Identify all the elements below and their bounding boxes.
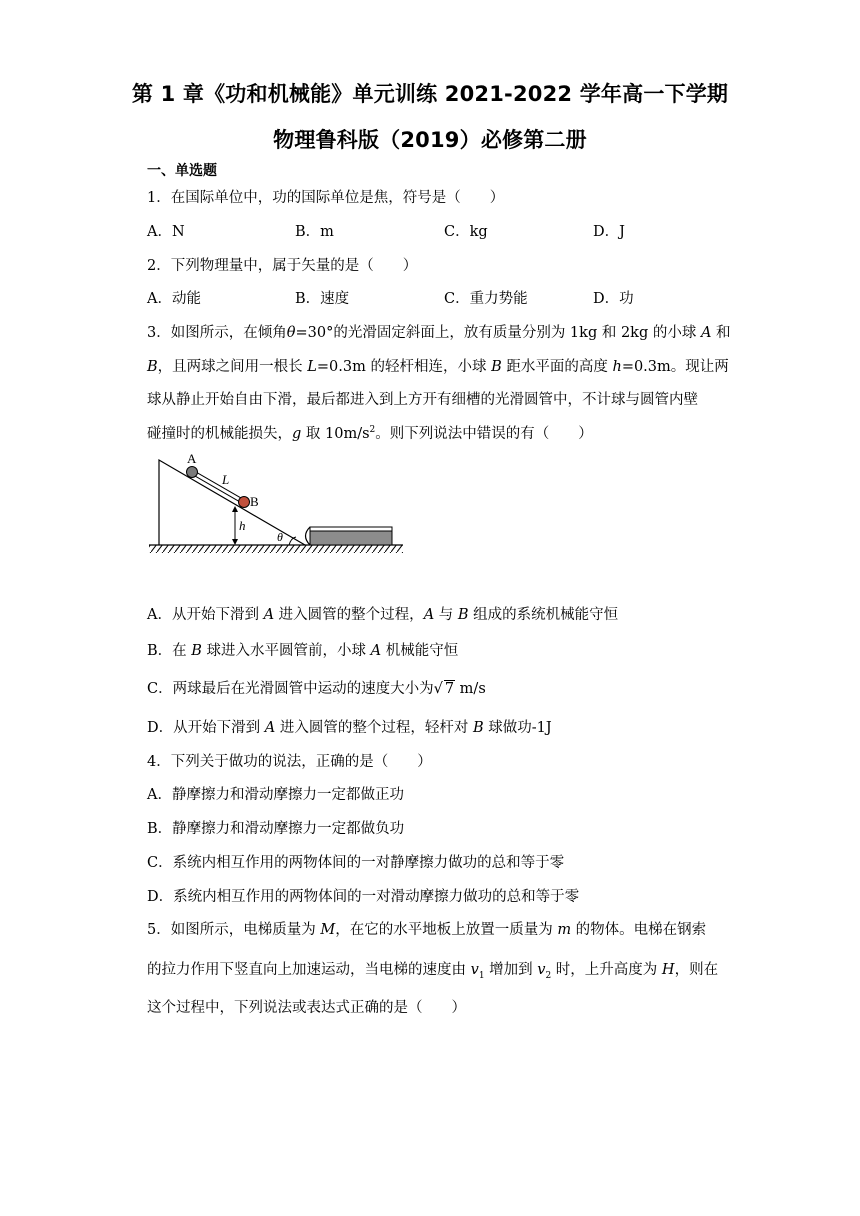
section-heading: 一、单选题	[147, 163, 217, 179]
q4-stem: 4．下列关于做功的说法，正确的是（ ）	[147, 754, 432, 770]
q3-stem-line2: B，且两球之间用一根长 L=0.3m 的轻杆相连，小球 B 距水平面的高度 h=0.3m。现让两	[147, 359, 729, 375]
height-arrow-top	[232, 506, 238, 512]
q1-stem: 1．在国际单位中，功的国际单位是焦，符号是（ ）	[147, 190, 505, 206]
tube-body	[310, 531, 392, 545]
incline-slope	[159, 460, 305, 545]
angle-arc	[289, 537, 296, 545]
q5-stem-line2: 的拉力作用下竖直向上加速运动，当电梯的速度由 $v_1$ 增加到 $v_2$ 时，上升高度为 H，则在	[147, 962, 719, 981]
q2-stem: 2．下列物理量中，属于矢量的是（ ）	[147, 258, 418, 274]
q4-option-b: B．静摩擦力和滑动摩擦力一定都做负功	[147, 821, 405, 837]
q4-option-d: D．系统内相互作用的两物体间的一对滑动摩擦力做功的总和等于零	[147, 889, 580, 905]
q1-option-a: A．N	[147, 224, 185, 240]
ball-b	[239, 497, 250, 508]
q3-stem-line4: 碰撞时的机械能损失，g 取 $10m/s^2$。则下列说法中错误的有（ ）	[147, 425, 593, 442]
rod-inner	[192, 472, 244, 502]
q2-option-d: D．功	[593, 291, 634, 307]
tube-mouth	[306, 527, 311, 545]
q1-option-d: D．J	[593, 224, 625, 240]
q5-stem-line3: 这个过程中，下列说法或表达式正确的是（ ）	[147, 1000, 466, 1016]
height-arrow-bottom	[232, 539, 238, 545]
label-theta: θ	[277, 530, 283, 544]
q3-stem-line3: 球从静止开始自由下滑，最后都进入到上方开有细槽的光滑圆管中，不计球与圆管内壁	[147, 392, 698, 408]
q5-stem-line1: 5．如图所示，电梯质量为 M，在它的水平地板上放置一质量为 m 的物体。电梯在钢索	[147, 922, 707, 938]
label-l: L	[222, 472, 230, 487]
q1-option-b: B．m	[295, 224, 334, 240]
q3-option-c: C．两球最后在光滑圆管中运动的速度大小为√ 7 m/s	[147, 681, 486, 697]
q3-option-d: D．从开始下滑到 A 进入圆管的整个过程，轻杆对 B 球做功-1J	[147, 720, 552, 736]
q3-option-a: A．从开始下滑到 A 进入圆管的整个过程，A 与 B 组成的系统机械能守恒	[147, 607, 619, 623]
label-b: B	[250, 494, 259, 509]
ball-a	[187, 467, 198, 478]
document-title-line2: 物理鲁科版（2019）必修第二册	[273, 128, 587, 152]
q3-option-b: B．在 B 球进入水平圆管前，小球 A 机械能守恒	[147, 643, 459, 659]
q4-option-c: C．系统内相互作用的两物体间的一对静摩擦力做功的总和等于零	[147, 855, 565, 871]
q3-stem-line1: 3．如图所示，在倾角θ=30°的光滑固定斜面上，放有质量分别为 1kg 和 2kg 的小球 A 和	[147, 325, 731, 341]
q1-option-c: C．kg	[444, 224, 488, 240]
q2-option-b: B．速度	[295, 291, 350, 307]
q2-option-c: C．重力势能	[444, 291, 528, 307]
tube-inner	[310, 527, 392, 531]
label-a: A	[187, 451, 197, 466]
label-h: h	[239, 518, 246, 533]
sqrt-expression: √ 7	[433, 681, 455, 697]
document-title-line1: 第 1 章《功和机械能》单元训练 2021-2022 学年高一下学期	[131, 82, 729, 106]
ground-hatch	[149, 545, 403, 553]
incline-figure	[145, 448, 405, 558]
q2-option-a: A．动能	[147, 291, 201, 307]
q4-option-a: A．静摩擦力和滑动摩擦力一定都做正功	[147, 787, 404, 803]
